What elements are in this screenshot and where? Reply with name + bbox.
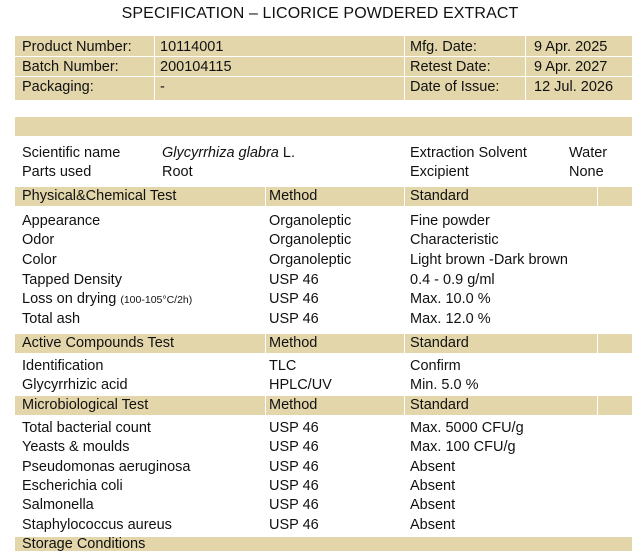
header-divider: [404, 36, 405, 100]
active-compounds-heading: Active Compounds Test: [22, 335, 175, 351]
test-name: Glycyrrhizic acid: [22, 377, 128, 393]
test-method: Organoleptic: [269, 213, 352, 229]
test-name: Yeasts & moulds: [22, 439, 130, 455]
retest-date-value: 9 Apr. 2027: [534, 59, 608, 75]
test-name: Pseudomonas aeruginosa: [22, 459, 191, 475]
batch-number-label: Batch Number:: [22, 59, 119, 75]
scientific-name-species: Glycyrrhiza glabra: [162, 145, 279, 161]
test-standard: Light brown -Dark brown: [410, 252, 568, 268]
test-standard: Absent: [410, 517, 456, 533]
parts-used-label: Parts used: [22, 164, 92, 180]
batch-number-value: 200104115: [160, 59, 232, 75]
test-method: USP 46: [269, 420, 319, 436]
column-divider: [265, 334, 266, 353]
test-standard: Fine powder: [410, 213, 490, 229]
scientific-name-author: L.: [282, 145, 295, 161]
header-divider: [154, 36, 155, 100]
excipient-value: None: [569, 164, 604, 180]
excipient-label: Excipient: [410, 164, 469, 180]
test-method: USP 46: [269, 439, 319, 455]
column-divider: [404, 187, 405, 206]
column-divider: [404, 396, 405, 415]
test-method: USP 46: [269, 517, 319, 533]
test-name: Staphylococcus aureus: [22, 517, 172, 533]
test-standard: Max. 100 CFU/g: [410, 439, 516, 455]
standard-heading: Standard: [410, 397, 469, 413]
test-name: Total ash: [22, 311, 81, 327]
test-name: Identification: [22, 358, 104, 374]
retest-date-label: Retest Date:: [410, 59, 491, 75]
test-method: USP 46: [269, 311, 319, 327]
issue-date-label: Date of Issue:: [410, 79, 500, 95]
test-name: [22, 290, 192, 310]
method-heading: Method: [269, 188, 318, 204]
test-standard: Confirm: [410, 358, 461, 374]
test-standard: Absent: [410, 478, 456, 494]
test-method: USP 46: [269, 272, 319, 288]
product-number-value: 10114001: [160, 39, 224, 55]
test-name: Tapped Density: [22, 272, 122, 288]
test-standard: Max. 10.0 %: [410, 291, 491, 307]
test-name: Color: [22, 252, 57, 268]
physical-chemical-heading: Physical&Chemical Test: [22, 188, 177, 204]
test-standard: Absent: [410, 459, 456, 475]
document-title: SPECIFICATION – LICORICE POWDERED EXTRACT: [121, 5, 519, 22]
test-method: Organoleptic: [269, 252, 352, 268]
test-standard: Absent: [410, 497, 456, 513]
standard-heading: Standard: [410, 188, 469, 204]
test-method: HPLC/UV: [269, 377, 332, 393]
microbiological-heading: Microbiological Test: [22, 397, 149, 413]
test-standard: Max. 12.0 %: [410, 311, 491, 327]
method-heading: Method: [269, 397, 318, 413]
test-name: Appearance: [22, 213, 101, 229]
test-method: USP 46: [269, 291, 319, 307]
column-divider: [404, 334, 405, 353]
product-number-label: Product Number:: [22, 39, 132, 55]
separator-band: [15, 117, 632, 136]
header-divider: [525, 36, 526, 100]
test-method: USP 46: [269, 497, 319, 513]
test-condition-note: (100-105°C/2h): [120, 294, 193, 306]
test-name: Salmonella: [22, 497, 94, 513]
test-name: Total bacterial count: [22, 420, 151, 436]
issue-date-value: 12 Jul. 2026: [534, 79, 614, 95]
scientific-name-value: [162, 144, 295, 163]
parts-used-value: Root: [162, 164, 193, 180]
packaging-value: -: [160, 79, 165, 95]
extraction-solvent-value: Water: [569, 145, 608, 161]
mfg-date-value: 9 Apr. 2025: [534, 39, 608, 55]
test-name: Escherichia coli: [22, 478, 123, 494]
test-name-text: Loss on drying: [22, 291, 117, 307]
test-method: TLC: [269, 358, 297, 374]
test-name: Odor: [22, 232, 55, 248]
scientific-name-label: Scientific name: [22, 145, 121, 161]
test-standard: Characteristic: [410, 232, 499, 248]
test-standard: 0.4 - 0.9 g/ml: [410, 272, 495, 288]
standard-heading: Standard: [410, 335, 469, 351]
column-divider: [597, 187, 598, 206]
column-divider: [265, 187, 266, 206]
test-standard: Max. 5000 CFU/g: [410, 420, 524, 436]
mfg-date-label: Mfg. Date:: [410, 39, 477, 55]
column-divider: [597, 396, 598, 415]
column-divider: [265, 396, 266, 415]
test-standard: Min. 5.0 %: [410, 377, 479, 393]
method-heading: Method: [269, 335, 318, 351]
storage-heading: Storage Conditions: [22, 536, 146, 551]
test-method: USP 46: [269, 478, 319, 494]
column-divider: [597, 334, 598, 353]
test-method: USP 46: [269, 459, 319, 475]
packaging-label: Packaging:: [22, 79, 94, 95]
test-method: Organoleptic: [269, 232, 352, 248]
extraction-solvent-label: Extraction Solvent: [410, 145, 527, 161]
